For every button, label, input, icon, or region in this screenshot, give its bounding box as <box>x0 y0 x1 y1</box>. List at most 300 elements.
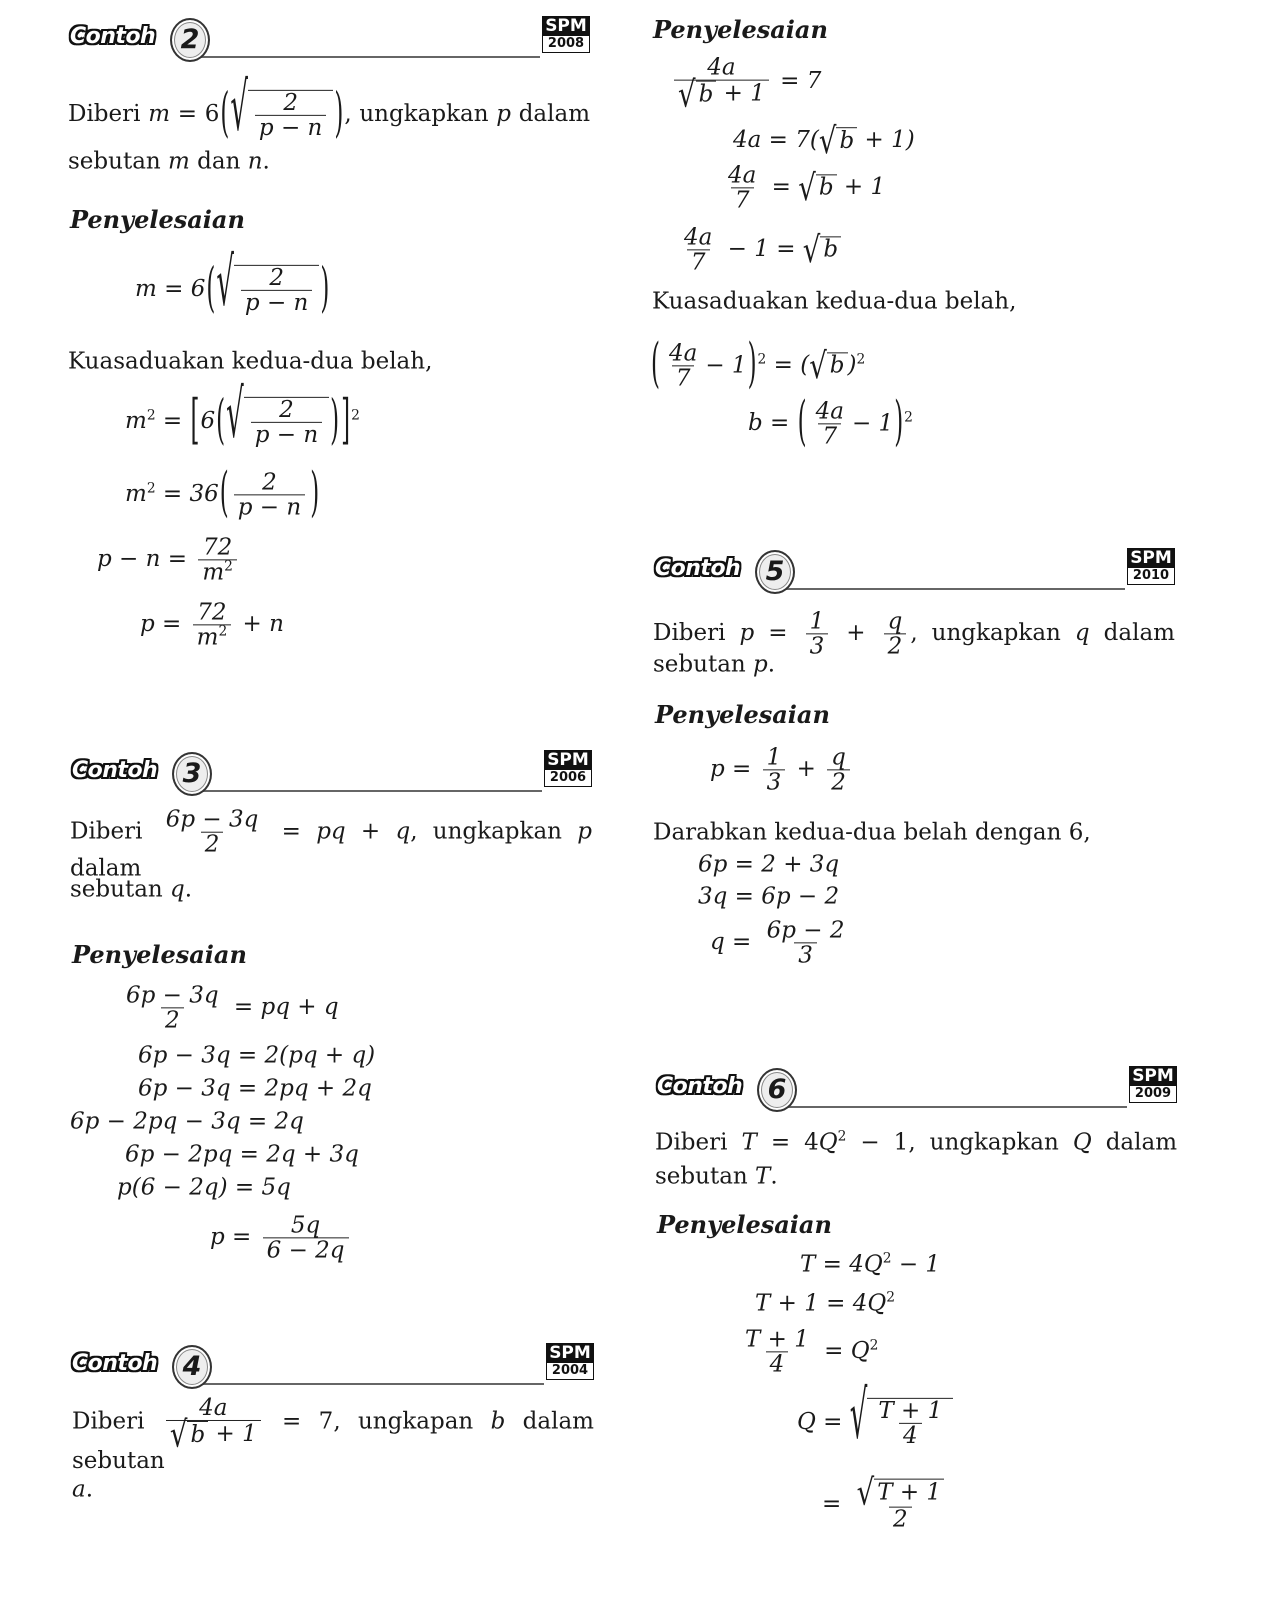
math-text: T <box>755 1163 771 1190</box>
equation-line <box>797 1374 953 1454</box>
math-text: 2 <box>279 396 294 423</box>
square-root <box>818 119 857 163</box>
text: − 1, ungkapkan <box>846 1129 1073 1156</box>
text-line <box>72 1477 93 1502</box>
spm-year: 2010 <box>1128 568 1174 584</box>
math-text: 7 <box>690 249 706 276</box>
close-bracket: ) <box>894 392 904 453</box>
math-text: 6p − 3q = 2(pq + q) <box>138 1042 376 1069</box>
denominator <box>241 290 312 315</box>
equation-line <box>210 1213 353 1262</box>
math-text: a <box>72 1476 86 1503</box>
numerator <box>279 91 302 115</box>
text-line <box>653 820 1091 845</box>
solution-heading <box>72 939 247 969</box>
math-text: 1 <box>766 744 782 771</box>
open-bracket: ( <box>219 463 229 524</box>
math-text: 7 <box>734 187 750 214</box>
numerator <box>680 225 716 249</box>
text: . <box>184 876 193 903</box>
radicand <box>696 81 717 109</box>
text: dalam <box>1089 620 1175 646</box>
bracket-group <box>797 392 905 453</box>
math-text: 4a <box>668 340 698 367</box>
math-text: 4a <box>728 162 757 189</box>
math-text: 3 <box>766 769 782 796</box>
math-text: q <box>1074 620 1090 646</box>
radical-sign: √ <box>216 241 234 321</box>
equation-line <box>737 1327 878 1376</box>
radical-sign: √ <box>230 66 248 146</box>
fraction <box>234 470 305 519</box>
radicand <box>234 265 319 315</box>
numerator <box>853 1470 948 1514</box>
numerator <box>122 983 223 1007</box>
denominator <box>201 832 224 857</box>
equation-line <box>720 163 885 212</box>
denominator <box>263 1238 349 1263</box>
math-text: m <box>148 101 171 127</box>
group-content <box>200 373 340 453</box>
math-text: p <box>753 651 768 678</box>
text: Darabkan kedua-dua belah dengan 6, <box>653 819 1091 846</box>
math-text: 2 <box>204 831 220 858</box>
text: , ungkapkan <box>910 620 1075 646</box>
math-text: p = <box>210 1224 259 1250</box>
solution-heading <box>70 204 245 234</box>
math-text: Q = <box>797 1409 850 1435</box>
denominator <box>193 625 232 650</box>
solution-heading <box>653 14 828 44</box>
equation-line <box>755 1291 895 1316</box>
close-bracket: ) <box>320 258 330 319</box>
superscript: 2 <box>146 480 156 497</box>
spm-year: 2009 <box>1130 1086 1176 1102</box>
contoh-label: Contoh <box>72 1351 158 1376</box>
denominator <box>687 250 710 275</box>
math-text: 2 <box>269 264 284 291</box>
fraction <box>251 398 322 447</box>
numerator <box>763 745 786 769</box>
example-number: 6 <box>757 1068 797 1112</box>
spm-label: SPM <box>543 17 589 36</box>
math-text: + 1 <box>208 1420 257 1447</box>
text: sebutan <box>655 1163 756 1190</box>
contoh-label: Contoh <box>655 556 741 581</box>
denominator <box>251 422 322 447</box>
math-text: q <box>170 876 185 903</box>
fraction <box>122 983 223 1032</box>
numerator <box>162 808 263 832</box>
radicand <box>248 90 333 140</box>
math-text: p − n <box>237 494 302 521</box>
header-rule <box>787 1106 1127 1108</box>
text: dalam <box>70 855 142 882</box>
fraction <box>241 266 312 315</box>
radicand <box>836 127 857 155</box>
math-text: = <box>155 408 190 434</box>
example-header <box>72 752 592 802</box>
math-text: p = <box>140 611 189 637</box>
equation-line <box>125 1142 359 1167</box>
superscript: 2 <box>351 407 360 424</box>
text: , ungkapkan <box>410 818 578 845</box>
text: Diberi <box>655 1129 742 1156</box>
text: , ungkapkan <box>344 101 497 127</box>
numerator <box>806 609 829 633</box>
math-text: = <box>822 1490 849 1517</box>
text <box>266 818 281 844</box>
equation-line <box>822 1470 952 1533</box>
radical-sign: √ <box>809 344 827 388</box>
radical-sign: √ <box>169 1413 188 1456</box>
math-text: 4a <box>199 1394 228 1421</box>
denominator <box>198 560 237 585</box>
fraction <box>827 745 850 794</box>
text: . <box>767 651 776 678</box>
close-bracket: ) <box>747 334 757 395</box>
text: . <box>85 1476 94 1503</box>
numerator <box>193 600 230 624</box>
math-text: T = 4Q <box>800 1251 883 1278</box>
square-root <box>230 66 333 146</box>
math-text: + n <box>235 611 284 637</box>
math-text: ) <box>847 352 857 378</box>
denominator <box>674 72 769 116</box>
numerator <box>874 1399 946 1423</box>
text: = 4 <box>756 1129 819 1156</box>
spm-year-badge <box>544 750 592 787</box>
text: Diberi <box>72 1408 162 1435</box>
equation-line <box>748 392 913 453</box>
square-root <box>856 1470 944 1514</box>
math-text: m = 6 <box>135 276 206 302</box>
math-text: 1 <box>809 608 825 635</box>
text: = 6 <box>170 101 220 127</box>
math-text: + 1 <box>716 80 765 107</box>
math-text: b <box>818 174 834 201</box>
denominator <box>889 1506 912 1531</box>
math-text: n <box>247 148 263 175</box>
math-text: 6 − 2q <box>266 1237 345 1264</box>
math-text: = <box>764 174 799 200</box>
text: = 7, ungkapan <box>264 1408 491 1435</box>
fraction <box>812 399 848 448</box>
math-text: T + 1 <box>878 1397 943 1424</box>
radicand <box>244 397 329 447</box>
text: Kuasaduakan kedua-dua belah, <box>652 288 1017 315</box>
denominator <box>827 770 850 795</box>
square-root <box>226 373 329 453</box>
group-content <box>808 399 894 448</box>
denominator <box>731 188 754 213</box>
math-text: p <box>577 818 592 845</box>
math-text: 6p − 2pq = 2q + 3q <box>125 1141 359 1168</box>
math-text: − 1 <box>851 410 894 437</box>
math-text: 4a = 7( <box>733 127 819 153</box>
spm-year-badge <box>546 1343 594 1380</box>
fraction <box>763 745 786 794</box>
radical-sign: √ <box>849 1374 868 1454</box>
equation-line <box>138 1043 375 1068</box>
math-text: 3q = 6p − 2 <box>698 883 840 910</box>
fraction <box>665 341 701 390</box>
denominator <box>672 366 695 391</box>
text-line <box>72 1396 594 1474</box>
equation-line <box>70 1109 304 1134</box>
text-line <box>70 808 592 883</box>
math-text: 72 <box>202 534 233 561</box>
numerator <box>275 398 298 422</box>
group-content <box>661 341 747 390</box>
open-bracket: ( <box>797 392 807 453</box>
math-text: = Q <box>816 1338 870 1364</box>
text: dalam sebutan <box>72 1408 594 1474</box>
fraction <box>763 918 849 967</box>
header-rule <box>785 588 1125 590</box>
radicand <box>867 1398 953 1448</box>
denominator <box>884 634 907 659</box>
radicand <box>874 1479 944 1507</box>
equation-line <box>698 852 839 877</box>
bracket-group <box>215 373 340 453</box>
math-text: 4 <box>769 1351 785 1378</box>
numerator <box>199 535 236 559</box>
math-text: 72 <box>197 599 227 626</box>
text-line <box>70 877 192 902</box>
text: Kuasaduakan kedua-dua belah, <box>68 348 433 375</box>
radical-sign: √ <box>856 1470 875 1514</box>
math-text: + 1 <box>836 174 886 200</box>
example-header <box>72 1345 594 1395</box>
equation-line <box>138 1076 372 1101</box>
denominator <box>766 1352 789 1377</box>
math-text: 2 <box>262 469 277 496</box>
denominator <box>234 495 305 520</box>
math-text: 3 <box>798 942 813 969</box>
text: Penyelesaian <box>657 1209 832 1239</box>
numerator <box>763 918 849 942</box>
spm-year: 2008 <box>543 36 589 52</box>
text-line <box>68 66 591 146</box>
fraction <box>741 1327 813 1376</box>
numerator <box>195 1396 231 1420</box>
equation-line <box>676 225 841 274</box>
math-text: p(6 − 2q) = 5q <box>117 1174 291 1201</box>
denominator <box>161 1008 184 1033</box>
numerator <box>703 56 739 80</box>
fraction <box>724 163 760 212</box>
math-text: 5q <box>290 1212 321 1239</box>
math-text: p − n <box>244 290 309 316</box>
square-root <box>798 166 836 210</box>
superscript: 2 <box>224 558 233 575</box>
example-header <box>655 550 1175 600</box>
example-number: 5 <box>755 550 795 594</box>
math-text: 7 <box>822 423 838 450</box>
math-text: T <box>741 1129 757 1156</box>
superscript: 2 <box>904 409 913 426</box>
radicand <box>816 174 837 202</box>
math-text: p − n <box>254 422 319 448</box>
text: sebutan <box>653 651 754 678</box>
spm-year: 2004 <box>547 1363 593 1379</box>
spm-year-badge <box>1127 548 1175 585</box>
text-line <box>68 349 432 374</box>
bracket-group <box>219 463 320 524</box>
text: Diberi <box>653 620 740 646</box>
spm-label: SPM <box>547 1344 593 1363</box>
example-number: 2 <box>170 18 210 62</box>
radical-sign: √ <box>802 228 821 272</box>
math-text: + 1) <box>857 127 915 153</box>
text: + <box>832 620 880 646</box>
example-number: 4 <box>172 1345 212 1389</box>
fraction <box>884 609 907 658</box>
numerator <box>741 1327 813 1351</box>
math-text: = 7 <box>772 67 822 94</box>
superscript: 2 <box>757 351 767 368</box>
equation-line <box>117 1175 291 1200</box>
math-text: + <box>789 756 824 782</box>
math-text: 4 <box>902 1423 918 1449</box>
group-content <box>216 241 319 321</box>
close-bracket: ] <box>341 390 351 451</box>
math-text: m <box>196 624 219 651</box>
open-bracket: ( <box>206 258 216 319</box>
equation-line <box>670 54 822 116</box>
superscript: 2 <box>837 1128 847 1145</box>
close-bracket: ) <box>330 390 340 451</box>
numerator <box>265 266 288 290</box>
spm-label: SPM <box>1128 549 1174 568</box>
open-bracket: ( <box>216 390 226 451</box>
denominator <box>806 634 829 659</box>
math-text: b <box>839 127 855 154</box>
math-text: 3 <box>809 633 825 660</box>
math-text: m <box>168 148 190 175</box>
math-text: p − n <box>258 115 323 141</box>
superscript: 2 <box>869 1337 879 1354</box>
math-text: Q <box>1072 1129 1092 1156</box>
header-rule <box>200 56 540 58</box>
math-text: T + 1 <box>745 1326 809 1353</box>
open-bracket: ( <box>651 334 660 395</box>
math-text: p − n = <box>97 546 195 572</box>
math-text: 6p = 2 + 3q <box>698 851 840 878</box>
superscript: 2 <box>882 1250 892 1267</box>
math-text: 6p − 3q <box>165 806 259 833</box>
math-text: 2 <box>283 89 298 116</box>
contoh-label: Contoh <box>70 24 156 49</box>
math-text: q = <box>710 929 759 955</box>
radical-sign: √ <box>798 166 816 210</box>
math-text: b <box>490 1408 506 1435</box>
math-text: p <box>496 101 511 127</box>
math-text: 4a <box>815 398 844 425</box>
group-content <box>230 66 333 146</box>
contoh-label: Contoh <box>657 1074 743 1099</box>
equation-line <box>135 241 330 321</box>
math-text: m <box>125 481 147 507</box>
header-rule <box>202 790 542 792</box>
square-root <box>678 72 716 116</box>
text: sebutan <box>68 148 169 175</box>
math-text: q <box>831 744 846 771</box>
fraction <box>674 54 769 116</box>
math-text: p <box>739 620 755 646</box>
math-text: p = <box>710 756 759 782</box>
contoh-label: Contoh <box>72 758 158 783</box>
header-rule <box>202 1383 544 1385</box>
math-text: 2 <box>893 1506 908 1533</box>
math-text: 6 <box>200 408 216 435</box>
equation-line <box>698 884 839 909</box>
fraction <box>193 600 232 649</box>
bracket-group <box>190 373 352 453</box>
fraction <box>680 225 716 274</box>
denominator <box>818 424 841 449</box>
text: sebutan <box>70 876 171 903</box>
text-line <box>652 289 1016 314</box>
bracket-group <box>205 241 330 321</box>
numerator <box>287 1213 324 1237</box>
denominator <box>166 1413 261 1456</box>
open-bracket: [ <box>190 390 200 451</box>
spm-year-badge <box>1129 1066 1177 1103</box>
equation-line <box>800 1252 940 1277</box>
denominator <box>255 115 326 140</box>
math-text: 4a <box>707 54 736 81</box>
numerator <box>258 470 281 494</box>
bracket-group <box>650 334 758 395</box>
radicand <box>820 236 841 264</box>
numerator <box>665 341 701 365</box>
equation-line <box>97 535 241 584</box>
spm-year: 2006 <box>545 770 591 786</box>
superscript: 2 <box>856 351 866 368</box>
square-root <box>802 228 841 272</box>
math-text: m <box>202 559 225 586</box>
equation-line <box>118 983 339 1032</box>
radical-sign: √ <box>226 373 244 453</box>
bracket-group <box>219 66 344 146</box>
math-text: 7 <box>675 365 691 392</box>
example-header <box>657 1068 1177 1118</box>
text: dalam <box>1091 1129 1178 1156</box>
radical-sign: √ <box>818 119 837 163</box>
math-text: Q <box>818 1129 838 1156</box>
math-text: b = <box>748 410 797 436</box>
numerator <box>827 745 850 769</box>
math-text: 6p − 2pq − 3q = 2q <box>70 1108 304 1135</box>
math-text: b <box>823 236 839 263</box>
math-text: b <box>829 352 845 379</box>
superscript: 2 <box>146 407 156 424</box>
fraction <box>874 1399 946 1448</box>
text: Penyelesaian <box>653 14 828 44</box>
superscript: 2 <box>218 623 228 640</box>
close-bracket: ) <box>310 463 320 524</box>
math-text: b <box>190 1422 206 1449</box>
fraction <box>162 808 263 857</box>
text: = <box>754 620 802 646</box>
math-text: = pq + q <box>226 994 339 1020</box>
math-text: 2 <box>164 1007 180 1034</box>
math-text: = pq + q <box>281 818 411 845</box>
equation-line <box>710 918 853 967</box>
spm-label: SPM <box>1130 1067 1176 1086</box>
